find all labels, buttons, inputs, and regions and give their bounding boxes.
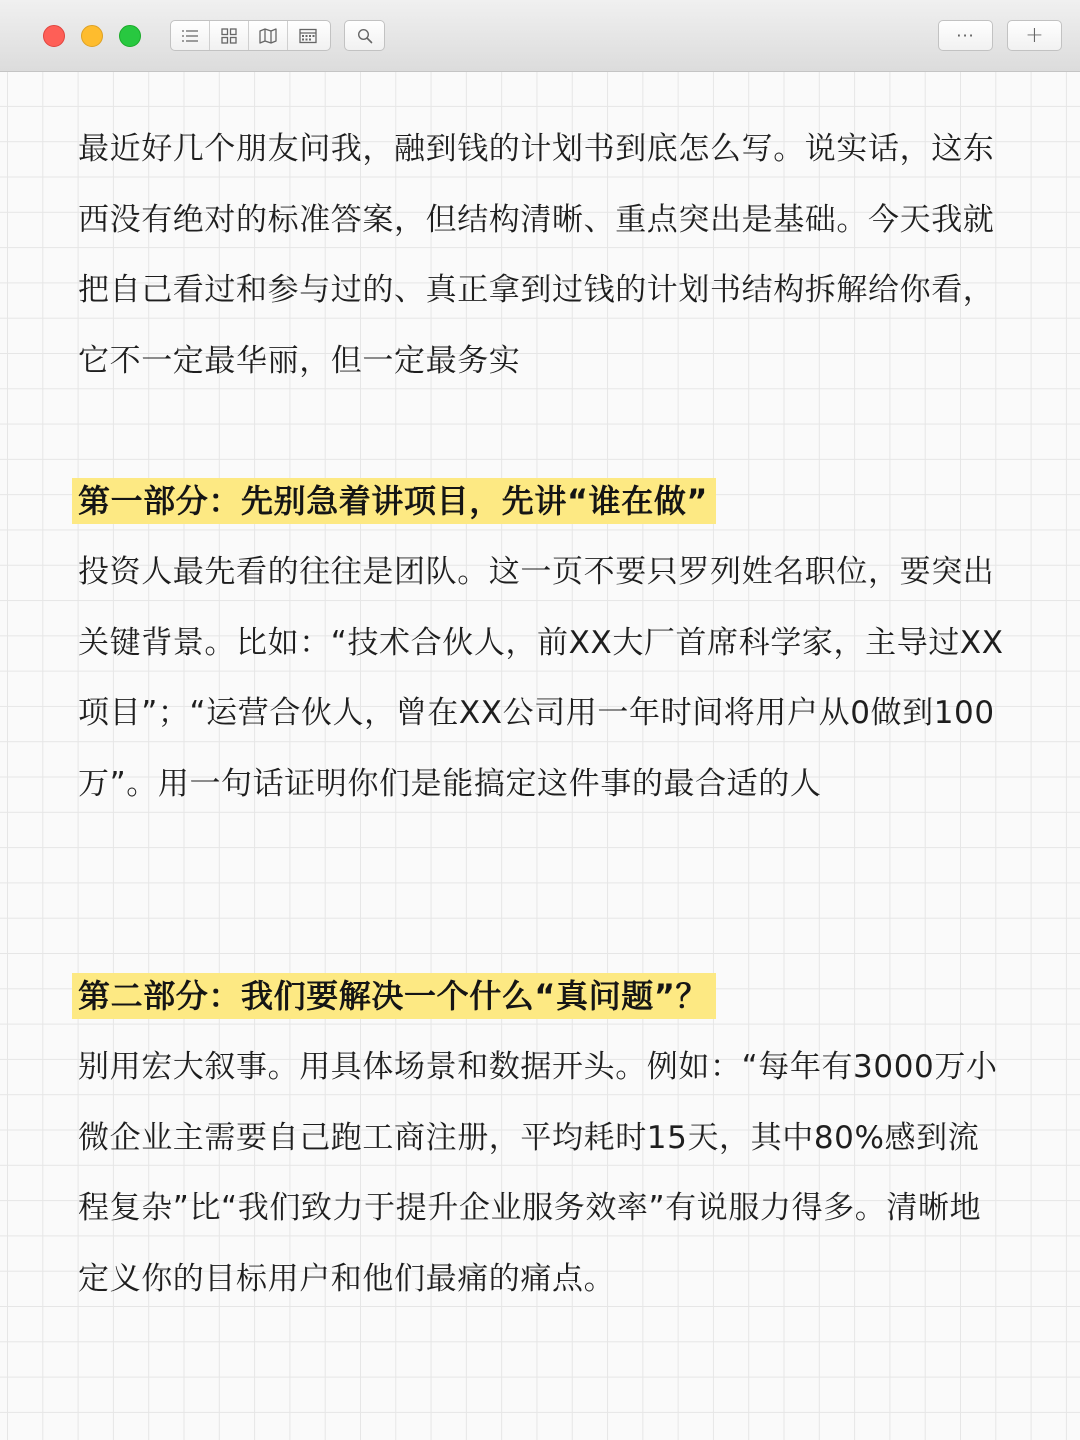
calendar-view-button[interactable]: [288, 21, 327, 50]
close-window-button[interactable]: [43, 25, 65, 47]
maximize-window-button[interactable]: [119, 25, 141, 47]
section-1-body: 投资人最先看的往往是团队。这一页不要只罗列姓名职位，要突出关键背景。比如：“技术合伙人，前XX大厂首席科学家，主导过XX项目”；“运营合伙人，曾在XX公司用一年时间将用户从0做到100万”。用一句话证明你们是能搞定这件事的最合适的人: [78, 554, 1004, 802]
document-content: [0, 72, 1080, 1440]
grid-view-button[interactable]: [210, 21, 249, 50]
list-view-button[interactable]: [171, 21, 210, 50]
ellipsis-icon: ···: [956, 26, 975, 45]
plus-icon: +: [1025, 23, 1044, 48]
search-button[interactable]: [345, 21, 384, 50]
search-button-group: [344, 20, 385, 51]
section-2-heading: 第二部分：我们要解决一个什么“真问题”？: [72, 973, 716, 1019]
more-options-button[interactable]: [939, 21, 992, 50]
grid-icon: [221, 28, 237, 44]
window-toolbar: [0, 0, 1080, 72]
map-view-button[interactable]: [249, 21, 288, 50]
section-2-body: 别用宏大叙事。用具体场景和数据开头。例如：“每年有3000万小微企业主需要自己跑工商注册，平均耗时15天，其中80%感到流程复杂”比“我们致力于提升企业服务效率”有说服力得多。清晰地定义你的目标用户和他们最痛的痛点。: [78, 1049, 998, 1297]
minimize-window-button[interactable]: [81, 25, 103, 47]
view-mode-switcher: [170, 20, 331, 51]
add-button-group: [1007, 20, 1062, 51]
section-1-heading: 第一部分：先别急着讲项目，先讲“谁在做”: [72, 478, 716, 524]
calendar-icon: [299, 28, 317, 44]
map-icon: [259, 28, 277, 44]
intro-paragraph: 最近好几个朋友问我，融到钱的计划书到底怎么写。说实话，这东西没有绝对的标准答案，但结构清晰、重点突出是基础。今天我就把自己看过和参与过的、真正拿到过钱的计划书结构拆解给你看，它不一定最华丽，但一定最务实: [78, 131, 995, 379]
list-icon: [181, 29, 199, 43]
add-button[interactable]: [1008, 21, 1061, 50]
more-button-group: [938, 20, 993, 51]
search-icon: [357, 28, 373, 44]
